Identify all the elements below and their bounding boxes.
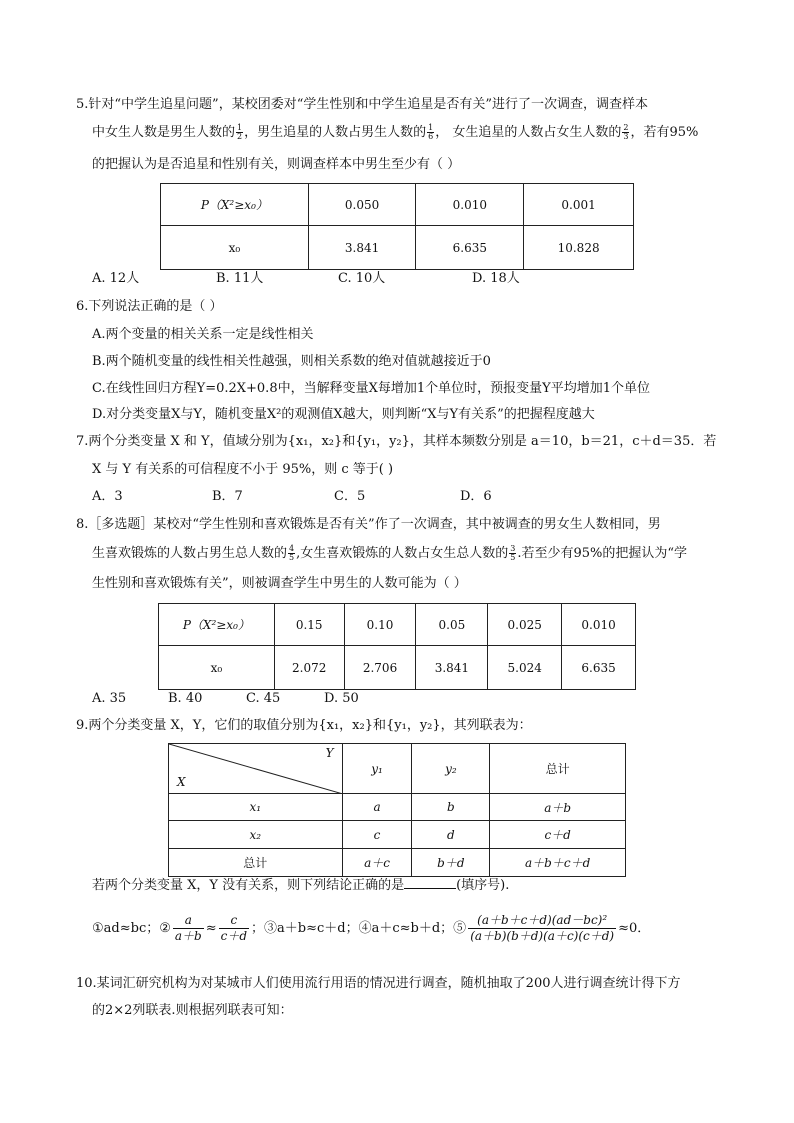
q8-line2: [92, 545, 687, 563]
q8-text-a: 生喜欢锻炼的人数占男生总人数的: [92, 546, 288, 561]
q5-frac-2: $\frac{1}{6}$: [428, 123, 434, 141]
q9-row-label: x₂: [169, 821, 343, 849]
q8-text-c: .若至少有95%的把握认为“学: [517, 546, 688, 561]
q8-frac-1: $\frac{4}{5}$: [289, 544, 295, 562]
q5-option-b: B. 11人: [216, 271, 264, 286]
q9-opt-text-3: ；③a＋b≈c＋d；④a＋c≈b＋d；⑤: [251, 921, 467, 936]
q7-option-a: A．3: [92, 489, 123, 504]
q10-line2: 的2×2列联表.则根据列联表可知：: [92, 1003, 293, 1018]
q5-table-head: P（X²≥x₀）: [161, 184, 309, 226]
q9-cell: a＋b: [490, 794, 626, 821]
q5-text-b: ，男生追星的人数占男生人数的: [244, 125, 427, 140]
q8-option-d: D. 50: [324, 691, 359, 706]
q9-cell: c＋d: [490, 821, 626, 849]
q9-options: [92, 912, 650, 946]
q5-table-cell: 10.828: [524, 226, 634, 270]
q5-option-d: D. 18人: [472, 271, 520, 286]
q8-text-b: ,女生喜欢锻炼的人数占女生总人数的: [296, 546, 509, 561]
q7-line1: 7.两个分类变量 X 和 Y，值域分别为{x₁，x₂}和{y₁，y₂}，其样本频数分别是 a＝10，b＝21，c＋d＝35．若: [76, 434, 717, 449]
q8-option-c: C. 45: [246, 691, 281, 706]
q9-col-y1: y₁: [342, 744, 412, 794]
q9-row-label: x₁: [169, 794, 343, 821]
q5-text-d: ，若有95%: [630, 125, 699, 140]
q5-option-a: A. 12人: [92, 271, 140, 286]
q9-stem: 9.两个分类变量 X，Y，它们的取值分别为{x₁，x₂}和{y₁，y₂}，其列联表为：: [76, 718, 532, 733]
q9-frac-chi: $\frac{\text{(a＋b＋c＋d)(ad－bc)²}}{(a+b)(b+d)(a+c)(c+d)}$: [470, 913, 615, 943]
q6-option-a: A.两个变量的相关关系一定是线性相关: [92, 327, 314, 342]
q8-table-cell: 5.024: [488, 646, 562, 690]
q6-option-b: B.两个随机变量的线性相关性越强，则相关系数的绝对值就越接近于0: [92, 354, 491, 369]
q8-table-cell: 0.025: [488, 604, 562, 646]
q5-frac-1: $\frac{1}{2}$: [237, 123, 243, 141]
q9-opt-tail: ≈0．: [618, 921, 651, 936]
q8-table-cell: 0.010: [562, 604, 636, 646]
q9-frac-a: $\frac{a}{a+b}$: [174, 913, 202, 943]
q9-row-label: 总计: [169, 849, 343, 877]
q9-corner-diagonal: [169, 744, 343, 794]
q9-corner-x: X: [177, 775, 186, 789]
q8-table-cell: 0.05: [416, 604, 488, 646]
q10-line1: 10.某词汇研究机构为对某城市人们使用流行用语的情况进行调查，随机抽取了200人进行调查统计得下方: [76, 976, 681, 991]
q7-option-b: B．7: [212, 489, 243, 504]
q9-question-text: 若两个分类变量 X，Y 没有关系，则下列结论正确的是: [92, 878, 405, 893]
q9-cell: b: [412, 794, 490, 821]
q9-col-total: 总计: [490, 744, 626, 794]
q5-table-cell: 6.635: [416, 226, 524, 270]
q5-table-cell: 3.841: [308, 226, 416, 270]
q8-table-cell: 2.706: [344, 646, 416, 690]
q7-line2: X 与 Y 有关系的可信程度不小于 95%，则 c 等于( ): [92, 462, 394, 477]
q5-table-cell: 0.050: [308, 184, 416, 226]
q9-cell: a＋b＋c＋d: [490, 849, 626, 877]
q8-table-row2-label: x₀: [159, 646, 275, 690]
q9-cell: d: [412, 821, 490, 849]
q8-table-cell: 6.635: [562, 646, 636, 690]
q8-table-cell: 0.10: [344, 604, 416, 646]
q5-table-cell: 0.001: [524, 184, 634, 226]
q8-option-b: B. 40: [168, 691, 203, 706]
q7-option-c: C．5: [334, 489, 366, 504]
q8-frac-2: $\frac{3}{5}$: [510, 544, 516, 562]
q8-line3: 生性别和喜欢锻炼有关”，则被调查学生中男生的人数可能为（ ）: [92, 576, 467, 591]
q9-frac-c: $\frac{c}{c+d}$: [220, 913, 248, 943]
q9-opt-text-1: ①ad≈bc；②: [92, 921, 171, 936]
q5-table-row2-label: x₀: [161, 226, 309, 270]
q9-cell: a: [342, 794, 412, 821]
q8-option-a: A. 35: [92, 691, 127, 706]
q9-table-corner: [169, 744, 343, 794]
q8-table-head: P（X²≥x₀）: [159, 604, 275, 646]
q9-corner-y: Y: [325, 746, 334, 760]
q9-table: [168, 743, 626, 877]
q9-answer-blank[interactable]: [404, 877, 456, 889]
q5-option-c: C. 10人: [338, 271, 386, 286]
q5-text-a: 中女生人数是男生人数的: [92, 125, 236, 140]
q9-approx: ≈: [205, 921, 217, 936]
q6-option-c: C.在线性回归方程Y=0.2X+0.8中，当解释变量X每增加1个单位时，预报变量Y平均增加1个单位: [92, 381, 650, 396]
q7-option-d: D．6: [460, 489, 492, 504]
q8-table-cell: 0.15: [274, 604, 344, 646]
q9-col-y2: y₂: [412, 744, 490, 794]
q5-text-c: ， 女生追星的人数占女生人数的: [435, 125, 622, 140]
q5-line3: 的把握认为是否追星和性别有关，则调查样本中男生至少有（ ）: [92, 157, 461, 172]
q9-cell: c: [342, 821, 412, 849]
q9-cell: b＋d: [412, 849, 490, 877]
q9-cell: a＋c: [342, 849, 412, 877]
q8-line1: 8.［多选题］某校对“学生性别和喜欢锻炼是否有关”作了一次调查，其中被调查的男女生人数相同，男: [76, 517, 661, 532]
q9-question: [92, 877, 509, 895]
q8-table-cell: 2.072: [274, 646, 344, 690]
q5-line1: 5.针对“中学生追星问题”，某校团委对“学生性别和中学生追星是否有关”进行了一次调查，调查样本: [76, 97, 648, 112]
q8-table-cell: 3.841: [416, 646, 488, 690]
q6-stem: 6.下列说法正确的是（ ）: [76, 299, 223, 314]
q9-question-tail: (填序号).: [456, 878, 510, 893]
q5-line2: [92, 124, 698, 142]
q5-frac-3: $\frac{2}{3}$: [623, 123, 629, 141]
q5-table: [160, 183, 634, 270]
q5-table-cell: 0.010: [416, 184, 524, 226]
q6-option-d: D.对分类变量X与Y，随机变量X²的观测值X越大，则判断“X与Y有关系”的把握程度越大: [92, 407, 595, 422]
q8-table: [158, 603, 636, 690]
